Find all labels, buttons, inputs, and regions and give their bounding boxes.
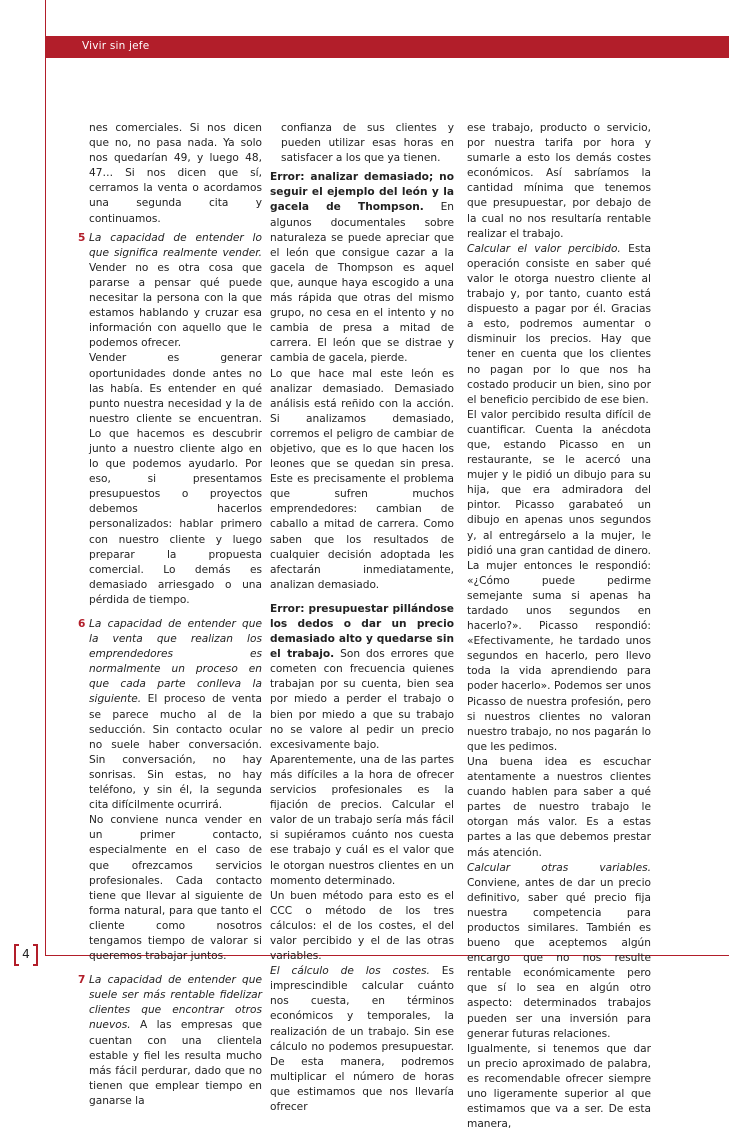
running-header-title: Vivir sin jefe [82, 40, 150, 52]
paragraph [270, 170, 454, 366]
item-text: El proceso de venta se parece mucho al de la seducción. Sin contacto ocular no suele haber conversación. Sin conversación, no hay sonrisas. Sin estas, no hay teléfono, y sin él, la segunda cita difícilmente ocurrirá. [89, 693, 262, 812]
section-text: En algunos documentales sobre naturaleza se puede apreciar que el león que consigue cazar a la gacela de Thompson es aquel que, aunque haya escogido a una más rápida que otras del mismo grupo, no cesa en el intento y no cambia de presa a mitad de carrera. El león que se distrae y cambia de gacela, pierde. [270, 201, 454, 365]
list-number: 6 [78, 618, 86, 630]
list-item-5 [78, 231, 262, 608]
section-heading: Error: presupuestar pillándose los dedos o dar un precio demasiado alto y quedarse sin el trabajo. [270, 602, 454, 661]
text-column-2 [270, 121, 454, 1115]
paragraph: ese trabajo, producto o servicio, por nuestra tarifa por hora y sumarle a esto los demás costes económicos. Así sabríamos la cantidad mínima que tenemos que presupuestar, por debajo de la cual no nos resultaría rentable realizar el trabajo. [467, 122, 651, 240]
text-column-1 [78, 121, 262, 1109]
paragraph: nes comerciales. Si nos dicen que no, no pasa nada. Ya solo nos quedarían 49, y luego 48, 47… Si nos dicen que sí, cerramos la venta o acordamos una segunda cita y continuamos. [89, 122, 262, 225]
paragraph: No conviene nunca vender en un primer contacto, especialmente en el caso de que ofrezcamos servicios profesionales. Cada contacto tiene que llevar al siguiente de forma natural, para que tanto el cliente como nosotros tengamos tiempo de valorar si queremos trabajar juntos. [89, 814, 262, 963]
paragraph: Una buena idea es escuchar atentamente a nuestros clientes cuando hablen para saber a qué partes de nuestro trabajo le otorgan más valor. Es a estas partes a las que debemos prestar más atención. [467, 755, 651, 859]
right-bracket-icon [33, 944, 38, 966]
item-text: Vender no es otra cosa que pararse a pensar qué puede necesitar la persona con la que estamos hablando y cruzar esa información con aquello que le podemos ofrecer. [89, 261, 262, 350]
section-heading: Error: analizar demasiado; no seguir el ejemplo del león y la gacela de Thompson. [270, 171, 454, 214]
item-lead: La capacidad de entender que la venta que realizan los emprendedores es normalmente un proceso en que cada parte conlleva la siguiente. [89, 618, 262, 706]
paragraph [89, 973, 262, 1109]
subhead: El cálculo de los costes. [270, 965, 430, 978]
subhead-text: Esta operación consiste en saber qué valor le otorga nuestro cliente al trabajo y, por tanto, cuanto está dispuesto a pagar por él. Gracias a esto, podremos aumentar o disminuir los precios. Hay que tener en cuenta que los clientes no pagan por lo que nos ha costado producir un bien, sino por el beneficio percibido de ese bien. [467, 242, 651, 406]
list-item-7 [78, 973, 262, 1109]
left-margin-rule [45, 0, 46, 955]
list-item-6 [78, 617, 262, 964]
list-number: 5 [78, 231, 86, 244]
item-lead: La capacidad de entender que suele ser más rentable fidelizar clientes que encontrar otros nuevos. [89, 974, 262, 1032]
paragraph: Vender es generar oportunidades donde antes no las había. Es entender en qué punto nuestra necesidad y la de nuestro cliente se encuentran. Lo que hacemos es descubrir junto a nuestro cliente algo en lo que podemos ayudarlo. Por eso, si presentamos presupuestos o proyectos debemos hacerlos personalizados: hablar primero con nuestro cliente y luego preparar la propuesta comercial. Lo demás es demasiado arriesgado o una pérdida de tiempo. [89, 352, 262, 606]
item-lead: La capacidad de entender lo que significa realmente vender. [89, 231, 262, 259]
paragraph [89, 231, 262, 352]
subhead-text: Conviene, antes de dar un precio definitivo, saber qué precio fija nuestra competencia para productos similares. También es bueno que aceptemos algún encargo que no nos resulte rentable económicamente pero que sí lo sea en algún otro aspecto: determinados trabajos pueden ser una inversión para generar futuras relaciones. [467, 876, 651, 1040]
subhead: Calcular el valor percibido. [467, 242, 621, 255]
list-number: 7 [78, 974, 86, 987]
paragraph: El valor percibido resulta difícil de cuantificar. Cuenta la anécdota que, estando Picasso en un restaurante, se le acercó una mujer y le pidió un dibujo para su hija, que era admiradora del pintor. Picasso garabateó un dibujo en apenas unos segundos y, al entregárselo a la mujer, le pidió una gran cantidad de dinero. La mujer entonces le respondió: «¿Cómo puede pedirme semejante suma si apenas ha tardado unos segundos en hacerlo?». Picasso respondió: «Efectivamente, he tardado unos segundos en hacerlo, pero llevo toda la vida aprendiendo para poder hacerlo». Podemos ser unos Picasso de nuestra profesión, pero si nuestros clientes no valoran nuestro trabajo, no nos pagarán lo que les pedimos. [467, 408, 651, 753]
page-number: 4 [22, 947, 30, 961]
section-text: Son dos errores que cometen con frecuencia quienes trabajan por su cuenta, bien sea por miedo a perder el trabajo o bien por miedo a que su trabajo no se valore al pedir un precio excesivamente bajo. [270, 648, 454, 751]
item-text: A las empresas que cuentan con una clientela estable y fiel les resulta mucho más fácil perdurar, dado que no tienen que emplear tiempo en ganarse la [89, 1019, 262, 1107]
subhead: Calcular otras variables. [467, 861, 651, 874]
paragraph: Un buen método para esto es el CCC o método de los tres cálculos: el de los costes, el del valor percibido y el de las otras variables. [270, 889, 454, 963]
paragraph: Igualmente, si tenemos que dar un precio aproximado de palabra, es recomendable ofrecer siempre uno ligeramente superior al que estimamos que va a ser. De esta manera, [467, 1042, 651, 1131]
text-column-3 [467, 121, 651, 1132]
paragraph: Aparentemente, una de las partes más difíciles a la hora de ofrecer servicios profesionales es la fijación de precios. Calcular el valor de un trabajo sería más fácil si supiéramos cuánto nos cuesta ese trabajo y cuál es el valor que le otorgan nuestros clientes en un momento determinado. [270, 753, 454, 887]
paragraph [467, 861, 651, 1042]
paragraph [270, 964, 454, 1115]
paragraph [270, 602, 454, 753]
page-number-bracket [14, 944, 38, 966]
paragraph [467, 242, 651, 408]
subhead-text: Es imprescindible calcular cuánto nos cuesta, en términos económicos y temporales, la realización de un trabajo. Sin ese cálculo no podemos presupuestar. De esta manera, podremos multiplicar el número de horas que estimamos que nos llevaría ofrecer [270, 965, 454, 1113]
paragraph [89, 617, 262, 813]
paragraph: confianza de sus clientes y pueden utilizar esas horas en satisfacer a los que ya tienen. [281, 122, 454, 165]
paragraph: Lo que hace mal este león es analizar demasiado. Demasiado análisis está reñido con la acción. Si analizamos demasiado, corremos el peligro de cambiar de objetivo, que es lo que hacen los leones que se quedan sin presa. Este es precisamente el problema que sufren muchos emprendedores: cambian de caballo a mitad de carrera. Como saben que los resultados de cualquier decisión adoptada les afectarán inmediatamente, analizan demasiado. [270, 367, 454, 591]
